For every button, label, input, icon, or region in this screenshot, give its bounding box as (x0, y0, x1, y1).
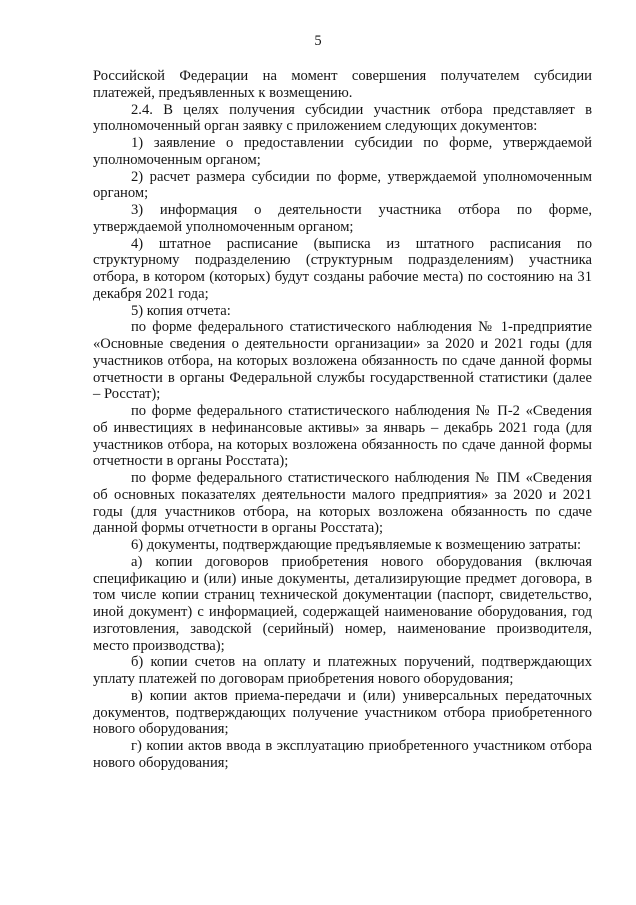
paragraph-section-2-4: 2.4. В целях получения субсидии участник отбора представляет в уполномоченный орган заявку с приложением следующих документов: (93, 101, 592, 135)
list-item-3: 3) информация о деятельности участника отбора по форме, утверждаемой уполномоченным органом; (93, 202, 592, 235)
sub-item-form-p2: по форме федерального статистического наблюдения № П-2 «Сведения об инвестициях в нефинансовые активы» за январь – декабрь 2021 года (для участников отбора, на которых возложена обязанность по сдаче данной формы отчетности в органы Росстата); (93, 403, 592, 470)
sub-item-g: г) копии актов ввода в эксплуатацию приобретенного участником отбора нового оборудования; (93, 738, 592, 771)
sub-item-v: в) копии актов приема-передачи и (или) универсальных передаточных документов, подтверждающих получение участником отбора приобретенного нового оборудования; (93, 687, 592, 738)
list-item-2: 2) расчет размера субсидии по форме, утверждаемой уполномоченным органом; (93, 168, 592, 202)
list-item-6: 6) документы, подтверждающие предъявляемые к возмещению затраты: (131, 537, 582, 553)
sub-item-a: а) копии договоров приобретения нового оборудования (включая спецификацию и (или) иные документы, детализирующие предмет договора, в том числе копии страниц технической документации (паспорт, свидетельство, иной документ) с информацией, содержащей наименование оборудования, год изготовления, заводской (серийный) номер, наименование производителя, место производства); (93, 553, 592, 654)
sub-item-form-pm: по форме федерального статистического наблюдения № ПМ «Сведения об основных показателях деятельности малого предприятия» за 2020 и 2021 годы (для участников отбора, на которых возложена обязанность по сдаче данной формы отчетности в органы Росстата); (93, 470, 592, 537)
sub-item-b: б) копии счетов на оплату и платежных поручений, подтверждающих уплату платежей по договорам приобретения нового оборудования; (93, 654, 592, 687)
page-number: 5 (314, 33, 322, 49)
document-body (93, 68, 592, 772)
sub-item-form-1: по форме федерального статистического наблюдения № 1-предприятие «Основные сведения о деятельности организации» за 2020 и 2021 годы (для участников отбора, на которых возложена обязанность по сдаче данной формы отчетности в органы Федеральной службы государственной статистики (далее – Росстат); (93, 319, 592, 403)
list-item-1: 1) заявление о предоставлении субсидии по форме, утверждаемой уполномоченным органом; (93, 135, 592, 168)
paragraph-continuation: Российской Федерации на момент совершения получателем субсидии платежей, предъявленных к возмещению. (93, 68, 592, 101)
list-item-5: 5) копия отчета: (131, 302, 231, 319)
list-item-4: 4) штатное расписание (выписка из штатного расписания по структурному подразделению (структурным подразделениям) участника отбора, в котором (которых) будут созданы рабочие места) по состоянию на 31 декабря 2021 года; (93, 235, 592, 302)
